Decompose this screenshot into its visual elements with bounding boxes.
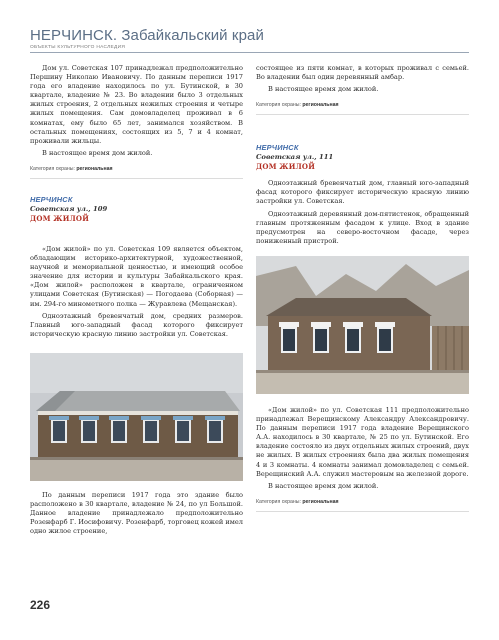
entry-heading [256,143,469,171]
right-paragraph: В настоящее время дом жилой. [268,481,379,490]
left-paragraph: «Дом жилой» по ул. Советская 109 является объектом, обладающим историко-архитектурной, художественной, научной и мемориальной ценностью, и имеющий особое значение для истории и культуры Забайкальского края. «Дом жилой» расположен в квартале, ограниченном улицами Советская (Бутинская) — Погодаева (Соборная) — им. 294-го минометного полка — Журавлева (Мещанская). [30,244,243,308]
entry-object-name: ДОМ ЖИЛОЙ [30,213,90,223]
entry-divider [256,114,469,115]
header-divider [30,52,469,53]
right-column [256,64,469,512]
left-paragraph: В настоящее время дом жилой. [42,148,153,157]
entry-address: Советская ул., 111 [256,153,334,162]
page-header-title: НЕРЧИНСК. Забайкальский край [30,27,264,44]
entry-object-name: ДОМ ЖИЛОЙ [256,162,316,172]
right-paragraph: В настоящее время дом жилой. [268,85,379,94]
protection-category: Категория охраны: региональная [256,498,339,505]
protection-category: Категория охраны: региональная [30,165,113,172]
entry-address: Советская ул., 109 [30,204,108,213]
left-column [30,64,243,539]
entry-heading [30,195,243,223]
entry-city: НЕРЧИНСК [256,143,299,153]
right-paragraph: состоящее из пяти комнат, в которых проживал с семьей. Во владении был один деревянный амбар. [256,64,469,82]
entry-divider [30,178,243,179]
right-paragraph: Одноэтажный деревянный дом-пятистенок, обращенный главным протяженным фасадом к улице. Вход в здание предусмотрен на северо-восточном фасаде, через пониженный пристрой. [256,209,469,245]
right-paragraph: «Дом жилой» по ул. Советская 111 предположительно принадлежал Верещинскому Александру Александровичу. По данным переписи 1917 года владение Верещинского А.А. находилось в 30 квартале, № 25 по ул. Бутинской. Его владение состояло из двух отдельных жилых строений, двух не жилых. В жилых строениях была два жилых помещения 4 и 3 комнаты. 4 комнаты занимал домовладелец с семьей. Верещинский А.А. служил мастеровым на железной дороге. [256,405,469,478]
entry-city: НЕРЧИНСК [30,194,73,204]
right-paragraph: Одноэтажный бревенчатый дом, главный юго-западный фасад которого фиксирует историческую красную линию застройки ул. Советская. [256,179,469,206]
left-paragraph: Одноэтажный бревенчатый дом, средних размеров. Главный юго-западный фасад которого фиксирует историческую красную линию застройки ул. Советская. [30,311,243,338]
entry-divider [256,511,469,512]
house-photo-109 [30,353,243,481]
house-109-illustration [30,353,243,481]
house-111-illustration [256,256,469,394]
page-number: 226 [30,598,51,612]
page-header-subtitle: ОБЪЕКТЫ КУЛЬТУРНОГО НАСЛЕДИЯ [30,45,126,50]
house-photo-111 [256,256,469,394]
left-paragraph: Дом ул. Советская 107 принадлежал предположительно Першину Николаю Ивановичу. По данным переписи 1917 года его владение находилось по ул. Бутинской, в 30 квартале, владение № 23. Во владении было 3 отдельных жилых строения, 2 отдельных нежилых строения и четыре жилых помещения. Сам домовладелец проживал в 6 комнатах, ему было 65 лет, занимался хозяйством. В остальных помещениях, состоящих из 5, 7 и 4 комнат, проживали жильцы. [30,64,243,145]
protection-category: Категория охраны: региональная [256,102,339,109]
left-paragraph: По данным переписи 1917 года это здание было расположено в 30 квартале, владение № 24, по ул Большой. Данное владение принадлежало предположительно Розенфарб Г. Иосифовичу. Розенфарб, торговец кожей имел одно жилое строение, [30,490,243,536]
